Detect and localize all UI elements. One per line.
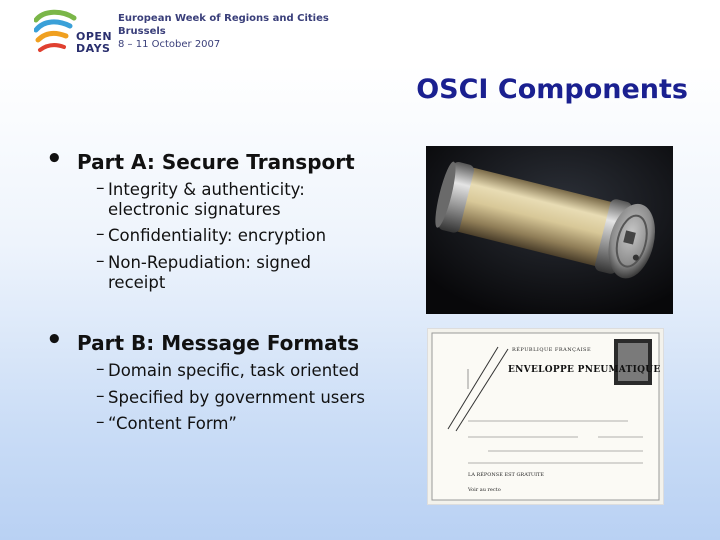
event-dates: 8 – 11 October 2007 [118, 39, 221, 50]
dash-icon: – [96, 224, 105, 244]
bullet-dot-icon: • [46, 144, 63, 174]
bullet-dot-icon: • [46, 325, 63, 355]
section-b-label: Part B: Message Formats [77, 331, 360, 355]
open-days-logo [34, 8, 334, 58]
form-footer-line2: Voir au recto [468, 487, 501, 493]
form-heading: ENVELOPPE PNEUMATIQUE [508, 365, 661, 375]
dash-icon: – [96, 412, 105, 432]
envelope-pneumatique-image [427, 328, 664, 505]
event-info [118, 12, 329, 51]
dash-icon: – [96, 386, 105, 406]
form-header-line: RÉPUBLIQUE FRANÇAISE [512, 347, 592, 353]
event-name: European Week of Regions and Cities [118, 13, 329, 24]
dash-icon: – [96, 359, 105, 379]
form-footer-line1: LA RÉPONSE EST GRATUITE [468, 472, 545, 478]
dash-icon: – [96, 251, 105, 271]
event-city: Brussels [118, 26, 166, 37]
dash-icon: – [96, 178, 105, 198]
slide-title: OSCI Components [416, 74, 688, 105]
logo-wordmark: OPEN DAYS [76, 30, 113, 55]
pneumatic-capsule-image [426, 146, 673, 314]
section-a-label: Part A: Secure Transport [77, 150, 355, 174]
